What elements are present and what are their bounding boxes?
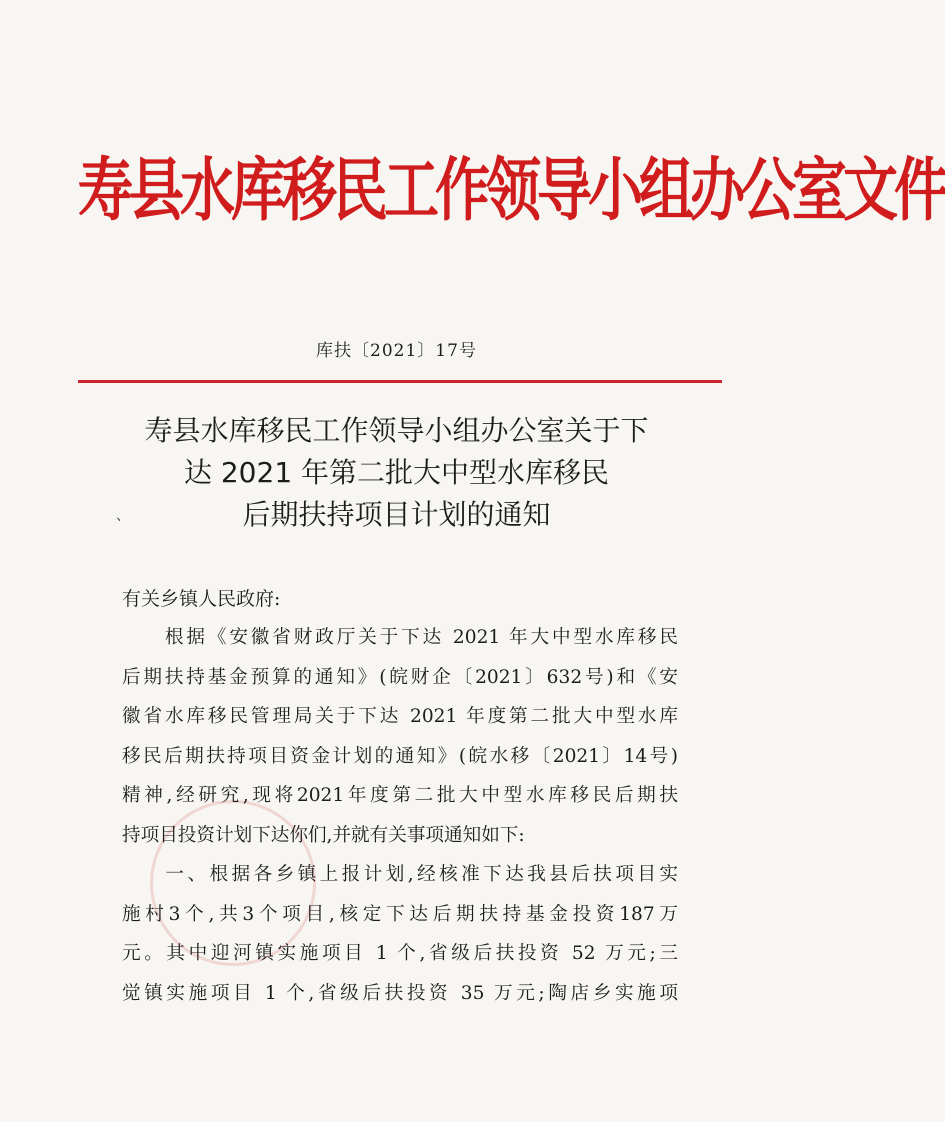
body-line: 徽省水库移民管理局关于下达 2021 年度第二批大中型水库 [122, 706, 678, 727]
body-text [122, 618, 678, 1013]
body-line: 一、根据各乡镇上报计划,经核准下达我县后扶项目实 [162, 864, 678, 885]
body-line: 施村3个,共3个项目,核定下达后期扶持基金投资187万 [122, 903, 678, 925]
body-line: 后期扶持基金预算的通知》(皖财企〔2021〕632号)和《安 [122, 666, 678, 688]
salutation: 有关乡镇人民政府: [122, 588, 281, 610]
stray-mark: 、 [116, 508, 130, 524]
org-header-title: 寿县水库移民工作领导小组办公室文件 [78, 148, 945, 230]
body-line: 移民后期扶持项目资金计划的通知》(皖水移〔2021〕14号) [122, 745, 678, 767]
body-line: 觉镇实施项目 1 个,省级后扶投资 35 万元;陶店乡实施项 [122, 982, 678, 1004]
body-line: 元。其中迎河镇实施项目 1 个,省级后扶投资 52 万元;三 [122, 943, 678, 964]
title-line-3: 后期扶持项目计划的通知 [242, 498, 551, 531]
red-divider-rule [78, 380, 722, 383]
document-number: 库扶〔2021〕17号 [316, 341, 477, 361]
title-line-1: 寿县水库移民工作领导小组办公室关于下 [144, 414, 649, 447]
body-line: 精神,经研究,现将2021年度第二批大中型水库移民后期扶 [122, 785, 678, 806]
title-line-2: 达 2021 年第二批大中型水库移民 [183, 456, 610, 489]
body-line: 持项目投资计划下达你们,并就有关事项通知如下: [122, 824, 525, 846]
body-line: 根据《安徽省财政厅关于下达 2021 年大中型水库移民 [162, 627, 678, 648]
